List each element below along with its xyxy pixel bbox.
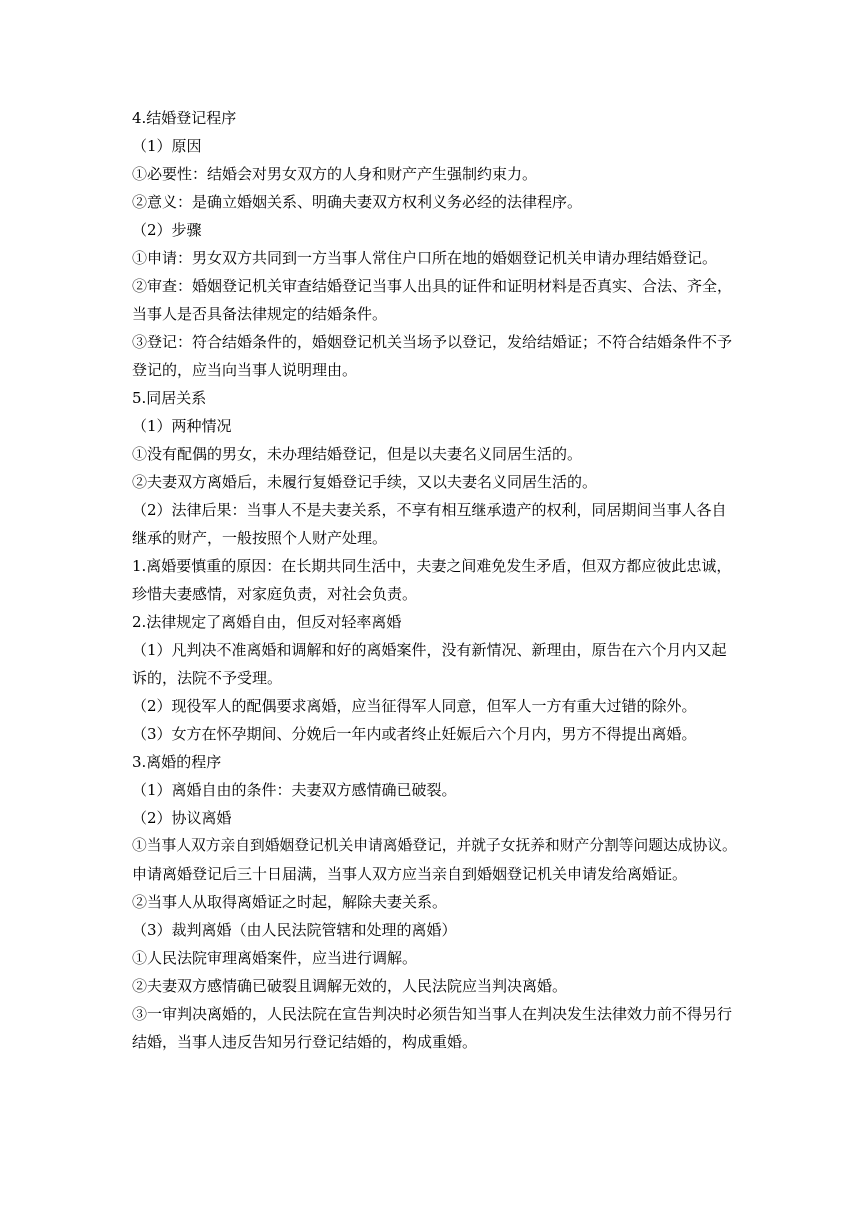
- text-line: （2）协议离婚: [132, 809, 232, 827]
- text-line: 诉的，法院不予受理。: [132, 669, 283, 687]
- text-line: ②夫妻双方离婚后，未履行复婚登记手续，又以夫妻名义同居生活的。: [132, 473, 598, 491]
- text-line: （3）女方在怀孕期间、分娩后一年内或者终止妊娠后六个月内，男方不得提出离婚。: [132, 725, 697, 743]
- text-line: ②意义：是确立婚姻关系、明确夫妻双方权利义务必经的法律程序。: [132, 193, 583, 211]
- text-line: （2）现役军人的配偶要求离婚，应当征得军人同意，但军人一方有重大过错的除外。: [132, 697, 697, 715]
- text-line: （3）裁判离婚（由人民法院管辖和处理的离婚）: [132, 921, 457, 939]
- text-line: 3.离婚的程序: [132, 753, 222, 771]
- text-line: ③一审判决离婚的，人民法院在宣告判决时必须告知当事人在判决发生法律效力前不得另行: [132, 1005, 733, 1023]
- text-line: ①没有配偶的男女，未办理结婚登记，但是以夫妻名义同居生活的。: [132, 445, 583, 463]
- document-body: [132, 104, 744, 1056]
- text-line: 登记的，应当向当事人说明理由。: [132, 361, 358, 379]
- text-line: 继承的财产，一般按照个人财产处理。: [132, 529, 388, 547]
- text-line: 1.离婚要慎重的原因：在长期共同生活中，夫妻之间难免发生矛盾，但双方都应彼此忠诚，: [132, 557, 732, 575]
- text-line: ①当事人双方亲自到婚姻登记机关申请离婚登记，并就子女抚养和财产分割等问题达成协议。: [132, 837, 737, 854]
- text-line: 申请离婚登记后三十日届满，当事人双方应当亲自到婚姻登记机关申请发给离婚证。: [132, 865, 688, 883]
- text-line: ③登记：符合结婚条件的，婚姻登记机关当场予以登记，发给结婚证；不符合结婚条件不予: [132, 333, 733, 351]
- text-line: ①人民法院审理离婚案件，应当进行调解。: [132, 949, 418, 967]
- text-line: ②审查：婚姻登记机关审查结婚登记当事人出具的证件和证明材料是否真实、合法、齐全，: [132, 277, 733, 295]
- text-line: （1）原因: [132, 137, 202, 155]
- text-line: （1）凡判决不准离婚和调解和好的离婚案件，没有新情况、新理由，原告在六个月内又起: [132, 641, 727, 659]
- text-line: ①必要性：结婚会对男女双方的人身和财产产生强制约束力。: [132, 165, 538, 183]
- text-line: （1）两种情况: [132, 417, 232, 435]
- text-line: ①申请：男女双方共同到一方当事人常住户口所在地的婚姻登记机关申请办理结婚登记。: [132, 249, 718, 267]
- text-line: ②当事人从取得离婚证之时起，解除夫妻关系。: [132, 893, 448, 911]
- text-line: （2）步骤: [132, 221, 202, 239]
- text-line: 5.同居关系: [132, 389, 207, 407]
- text-line: 珍惜夫妻感情，对家庭负责，对社会负责。: [132, 585, 418, 603]
- text-line: 4.结婚登记程序: [132, 109, 237, 127]
- text-line: ②夫妻双方感情确已破裂且调解无效的，人民法院应当判决离婚。: [132, 977, 568, 995]
- text-line: （1）离婚自由的条件：夫妻双方感情确已破裂。: [132, 781, 457, 799]
- text-line: （2）法律后果：当事人不是夫妻关系，不享有相互继承遗产的权利，同居期间当事人各自: [132, 501, 727, 519]
- text-line: 当事人是否具备法律规定的结婚条件。: [132, 305, 388, 323]
- text-line: 结婚，当事人违反告知另行登记结婚的，构成重婚。: [132, 1033, 478, 1051]
- text-line: 2.法律规定了离婚自由，但反对轻率离婚: [132, 613, 402, 631]
